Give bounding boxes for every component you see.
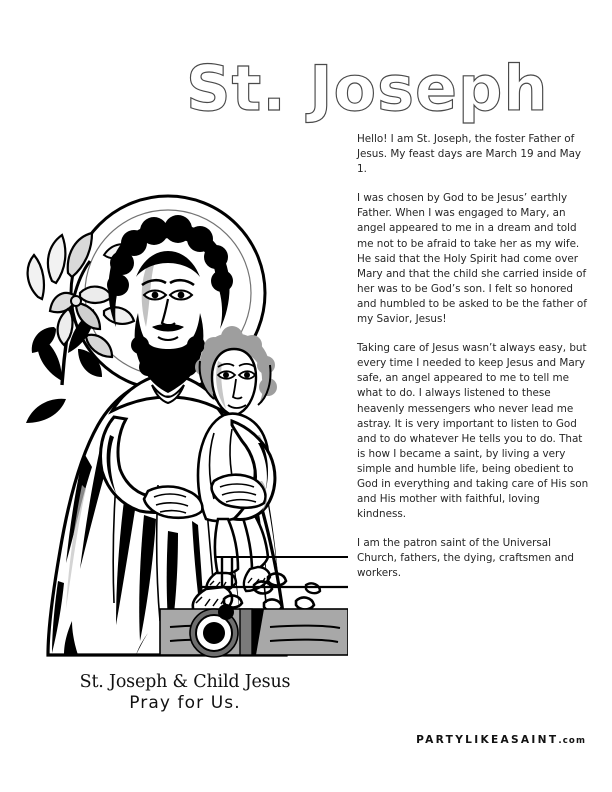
paragraph-caring: Taking care of Jesus wasn’t always easy, but every time I needed to keep Jesus and Mary safe, an angel appeared to me to tell me what to do. I always listened to these heavenly messengers who never lead me astray. It is very important to listen to God and to do whatever He tells you to do. That is how I became a saint, by living a very simple and humble life, being obedient to God in everything and taking care of His son and His mother with faithful, loving kindness. [357, 342, 589, 521]
page-title [186, 48, 586, 130]
footer-brand-tld: .com [558, 736, 586, 746]
saint-story-text [357, 132, 589, 582]
paragraph-intro: Hello! I am St. Joseph, the foster Father of Jesus. My feast days are March 19 and May 1. [357, 133, 582, 176]
st-joseph-illustration [18, 185, 348, 665]
caption [30, 672, 340, 714]
carpenter-beam [160, 604, 348, 657]
page-title-text: St. Joseph [186, 52, 549, 125]
footer-brand-name: PARTYLIKEASAINT [416, 734, 559, 746]
caption-line-1: St. Joseph & Child Jesus [79, 672, 291, 692]
footer-brand [416, 730, 586, 748]
st-joseph-holding-child-jesus-icon [18, 185, 348, 665]
caption-line-2: Pray for Us. [129, 693, 241, 714]
paragraph-patron: I am the patron saint of the Universal Church, fathers, the dying, craftsmen and workers. [357, 537, 574, 580]
page-title-outline-graphic [186, 48, 586, 130]
paragraph-chosen: I was chosen by God to be Jesus’ earthly Father. When I was engaged to Mary, an angel appeared to me in a dream and told me not to be afraid to take her as my wife. He said that the Holy Spirit had come over Mary and that the child she carried inside of her was to be God’s son. I felt so honored and humbled to be asked to be the father of my Savior, Jesus! [357, 192, 587, 326]
